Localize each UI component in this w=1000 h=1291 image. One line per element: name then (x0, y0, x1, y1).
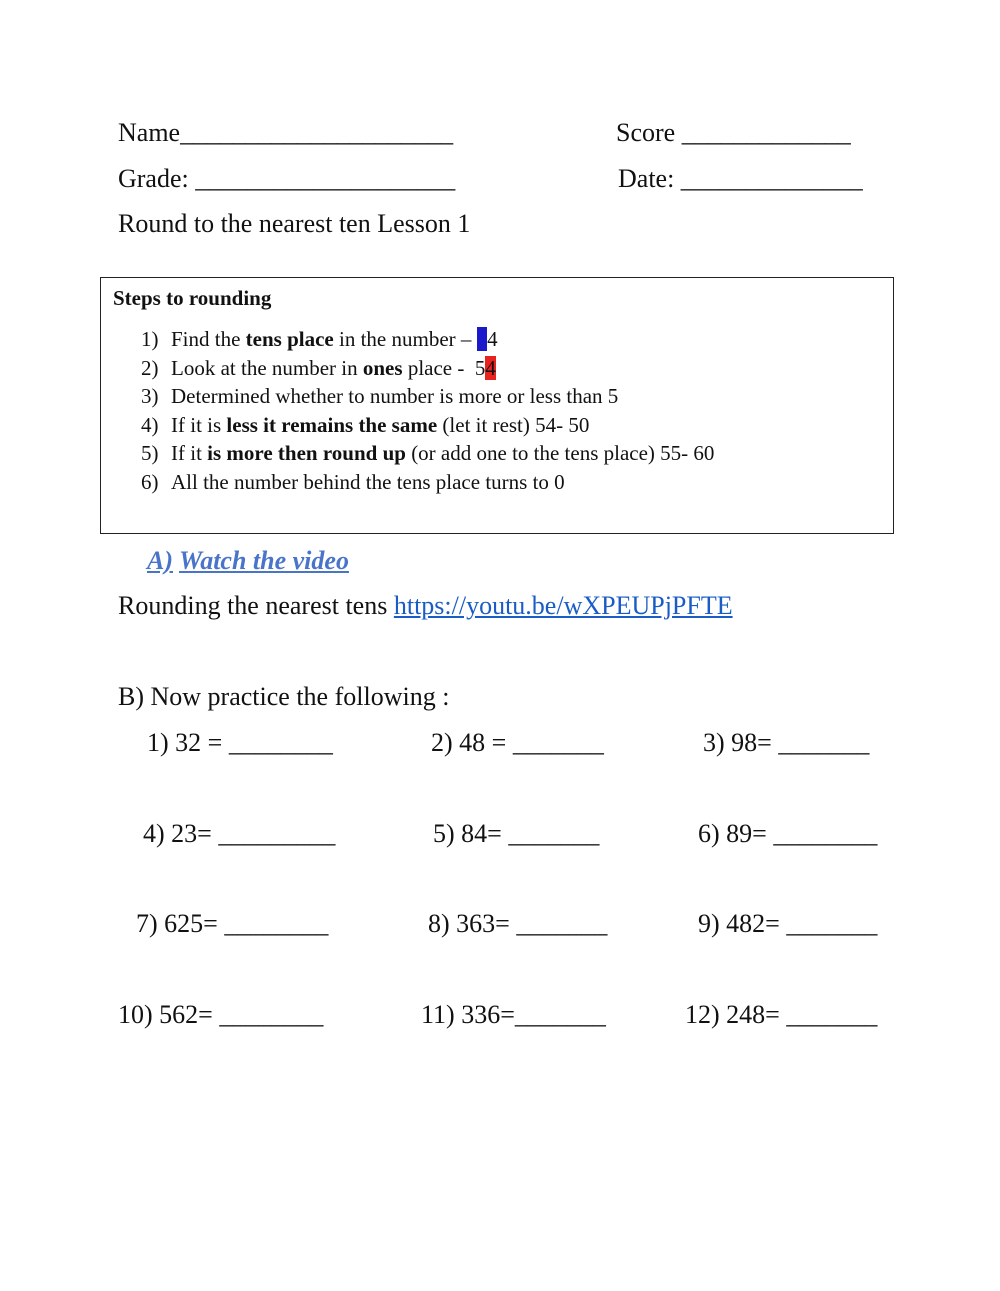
problem-8[interactable]: 8) 363= _______ (428, 909, 608, 938)
problem-3[interactable]: 3) 98= _______ (703, 728, 870, 757)
step-item (141, 439, 714, 468)
problem-7[interactable]: 7) 625= ________ (136, 909, 329, 938)
lesson-title: Round to the nearest ten Lesson 1 (118, 209, 471, 238)
problem-12[interactable]: 12) 248= _______ (685, 1000, 878, 1029)
section-a-heading (147, 546, 349, 576)
step-text: If it (171, 441, 208, 466)
date-field-label: Date: ______________ (618, 164, 863, 193)
step-text: in the number – (333, 327, 477, 351)
step-number: 5) (141, 441, 159, 466)
video-line (118, 591, 733, 621)
problem-5[interactable]: 5) 84= _______ (433, 819, 600, 848)
video-line-text: Rounding the nearest tens (118, 591, 394, 620)
step-text: Find the (171, 327, 246, 351)
step-text: All the number behind the tens place turns to 0 (171, 469, 565, 494)
step-number: 4) (141, 412, 159, 437)
step-bold-text: tens place (245, 327, 334, 351)
problem-11[interactable]: 11) 336=_______ (421, 1000, 606, 1029)
highlight-ones-digit: 4 (485, 355, 496, 380)
step-number: 2) (141, 355, 159, 380)
step-bold-text: is more then round up (207, 441, 406, 466)
problem-1[interactable]: 1) 32 = ________ (147, 728, 333, 757)
problem-9[interactable]: 9) 482= _______ (698, 909, 878, 938)
step-text: 4 (487, 327, 498, 351)
step-text: (or add one to the tens place) 55- 60 (405, 441, 715, 466)
problem-4[interactable]: 4) 23= _________ (143, 819, 336, 848)
grade-field-label: Grade: ____________________ (118, 164, 456, 193)
section-a-heading-text: Watch the video (179, 546, 349, 575)
problem-10[interactable]: 10) 562= ________ (118, 1000, 324, 1029)
step-bold-text: less it remains the same (226, 412, 438, 437)
step-item (141, 325, 714, 354)
steps-box-title: Steps to rounding (113, 286, 272, 310)
step-text: Look at the number in (171, 355, 363, 380)
score-field-label: Score _____________ (616, 118, 851, 147)
step-item (141, 468, 714, 497)
step-bold-text: ones (362, 355, 403, 380)
step-number: 3) (141, 384, 159, 409)
section-b-heading: B) Now practice the following : (118, 682, 450, 711)
problem-6[interactable]: 6) 89= ________ (698, 819, 878, 848)
step-text: (let it rest) 54- 50 (437, 412, 590, 437)
step-text: Determined whether to number is more or less than 5 (171, 384, 619, 409)
steps-list (141, 325, 714, 497)
video-link[interactable]: https://youtu.be/wXPEUPjPFTE (393, 591, 733, 620)
step-item (141, 354, 714, 383)
step-number: 1) (141, 327, 159, 351)
step-text: place - 5 (402, 355, 486, 380)
step-item (141, 382, 714, 411)
step-item (141, 411, 714, 440)
section-a-marker: A) (147, 546, 173, 575)
step-number: 6) (141, 469, 159, 494)
steps-box (100, 277, 894, 534)
name-field-label: Name_____________________ (118, 118, 454, 147)
problem-2[interactable]: 2) 48 = _______ (431, 728, 604, 757)
step-text: If it is (171, 412, 227, 437)
highlight-tens-digit: 5 (476, 327, 488, 351)
